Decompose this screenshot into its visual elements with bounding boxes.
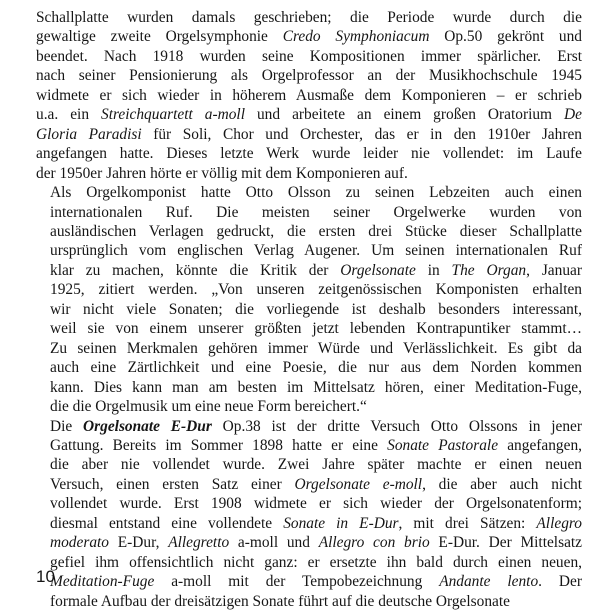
text-run: Op.38 ist der dritte Versuch Otto Olssons in jener bbox=[211, 417, 582, 435]
italic-run: Sonate Pastorale bbox=[387, 436, 499, 454]
text-run: , Januar bbox=[526, 261, 582, 279]
text-run: und arbeitete an einem großen Oratorium bbox=[244, 106, 565, 124]
text-line bbox=[36, 144, 582, 163]
italic-run: De bbox=[564, 106, 582, 124]
page-number: 10 bbox=[36, 567, 55, 586]
paragraph bbox=[36, 8, 582, 183]
italic-run: Allegro bbox=[536, 514, 582, 532]
text-run: E-Dur, bbox=[109, 534, 169, 552]
text-line bbox=[36, 397, 582, 416]
italic-run: Allegro con brio bbox=[318, 534, 430, 552]
italic-run: Allegretto bbox=[168, 534, 230, 552]
text-run: vollendet wurde. Erst 1908 widmete er sich wieder der Orgelsonatenform; bbox=[50, 495, 582, 513]
text-run: auch eine Zärtlichkeit und eine Poesie, die nur aus dem Norden kommen bbox=[50, 359, 582, 377]
text-run: Zu seinen Merkmalen gehören immer Würde und Verlässlichkeit. Es gibt da bbox=[50, 339, 582, 357]
text-line bbox=[36, 164, 582, 183]
text-run: Op.50 gekrönt und bbox=[429, 28, 582, 46]
text-line bbox=[36, 86, 582, 105]
italic-run: Meditation-Fuge bbox=[50, 573, 155, 591]
document-body bbox=[36, 8, 582, 611]
text-line bbox=[36, 319, 582, 338]
text-line bbox=[36, 339, 582, 358]
text-line bbox=[36, 553, 582, 572]
text-run: ursprünglich vom englischen Verlag Augener. Um seinen internationalen Ruf bbox=[50, 242, 582, 260]
text-line bbox=[36, 280, 582, 299]
text-run: widmete er sich wieder in höherem Ausmaße dem Komponieren – er schrieb bbox=[36, 86, 582, 104]
text-line bbox=[36, 592, 582, 611]
text-run: in bbox=[415, 261, 452, 279]
text-line bbox=[36, 8, 582, 27]
text-run: kann. Dies kann man am besten im Mittelsatz hören, einer Meditation-Fuge, bbox=[50, 378, 582, 396]
paragraph bbox=[36, 417, 582, 611]
paragraph bbox=[36, 183, 582, 416]
text-line bbox=[36, 436, 582, 455]
text-run: gefiel ihm offensichtlich nicht ganz: er ersetzte ihn bald durch einen neuen, bbox=[50, 553, 582, 571]
text-run: weil sie von einem unserer größten jetzt lebenden Kontrapuntiker stammt… bbox=[50, 320, 582, 338]
text-run: Die bbox=[50, 417, 84, 435]
bold-italic-run: Orgelsonate E-Dur bbox=[83, 417, 212, 435]
italic-run: Credo Symphoniacum bbox=[282, 28, 430, 46]
text-run: internationalen Ruf. Die meisten seiner Orgelwerke wurden von bbox=[50, 203, 582, 221]
text-line bbox=[36, 105, 582, 124]
text-run: für Soli, Chor und Orchester, das er in den 1910er Jahren bbox=[141, 125, 582, 143]
italic-run: Gloria Paradisi bbox=[36, 125, 142, 143]
italic-run: The Organ bbox=[451, 261, 527, 279]
text-line bbox=[36, 183, 582, 202]
text-line bbox=[36, 47, 582, 66]
text-run: angefangen, bbox=[498, 436, 582, 454]
text-line bbox=[36, 572, 582, 591]
text-line bbox=[36, 358, 582, 377]
italic-run: moderato bbox=[50, 534, 109, 552]
text-run: . Der bbox=[538, 573, 582, 591]
text-run: klar zu machen, könnte die Kritik der bbox=[50, 261, 341, 279]
text-run: Schallplatte wurden damals geschrieben; die Periode wurde durch die bbox=[36, 9, 582, 26]
text-run: die die Orgelmusik um eine neue Form bereichert.“ bbox=[50, 398, 367, 416]
text-run: , mit drei Sätzen: bbox=[398, 514, 537, 532]
text-line bbox=[36, 417, 582, 436]
text-run: der 1950er Jahren hörte er völlig mit dem Komponieren auf. bbox=[36, 164, 408, 182]
text-line bbox=[36, 222, 582, 241]
italic-run: Andante lento bbox=[439, 573, 539, 591]
text-run: Versuch, einen ersten Satz einer bbox=[50, 475, 295, 493]
text-run: angefangen hatte. Dieses letzte Werk wurde leider nie vollendet: im Laufe bbox=[36, 145, 582, 163]
text-run: a-moll mit der Tempobezeichnung bbox=[154, 573, 440, 591]
text-run: a-moll und bbox=[229, 534, 319, 552]
text-line bbox=[36, 514, 582, 533]
text-run: ausländischen Verlagen gedruckt, die ersten drei Stücke dieser Schallplatte bbox=[50, 222, 582, 240]
text-line bbox=[36, 261, 582, 280]
text-line bbox=[36, 475, 582, 494]
text-run: formale Aufbau der dreisätzigen Sonate führt auf die deutsche Orgelsonate bbox=[50, 592, 510, 610]
text-line bbox=[36, 455, 582, 474]
text-line bbox=[36, 27, 582, 46]
text-line bbox=[36, 378, 582, 397]
text-line bbox=[36, 125, 582, 144]
text-run: , die aber auch nicht bbox=[422, 475, 583, 493]
text-run: Als Orgelkomponist hatte Otto Olsson zu seinen Lebzeiten auch einen bbox=[50, 184, 582, 202]
italic-run: Orgelsonate bbox=[340, 261, 416, 279]
text-run: E-Dur. Der Mittelsatz bbox=[429, 534, 583, 552]
italic-run: Streichquartett a-moll bbox=[101, 106, 245, 124]
text-run: wir nicht viele Sonaten; die vorliegende ist deshalb besonders interessant, bbox=[50, 300, 582, 318]
text-line bbox=[36, 241, 582, 260]
text-run: diesmal entstand eine vollendete bbox=[50, 514, 284, 532]
text-line bbox=[36, 66, 582, 85]
text-run: u.a. ein bbox=[36, 106, 102, 124]
text-run: gewaltige zweite Orgelsymphonie bbox=[36, 28, 283, 46]
text-line bbox=[36, 300, 582, 319]
text-run: Gattung. Bereits im Sommer 1898 hatte er eine bbox=[50, 436, 388, 454]
text-run: beendet. Nach 1918 wurden seine Kompositionen immer spärlicher. Erst bbox=[36, 47, 582, 65]
text-line bbox=[36, 203, 582, 222]
italic-run: Orgelsonate e-moll bbox=[294, 475, 423, 493]
work-title bbox=[83, 418, 212, 435]
text-run: nach seiner Pensionierung als Orgelprofessor an der Musikhochschule 1945 bbox=[36, 67, 582, 85]
italic-run: Sonate in E-Dur bbox=[283, 514, 399, 532]
text-run: die aber nie vollendet wurde. Zwei Jahre später machte er einen neuen bbox=[50, 456, 582, 474]
text-run: 1925, zitiert werden. „Von unseren zeitgenössischen Komponisten erhalten bbox=[50, 281, 582, 299]
text-line bbox=[36, 494, 582, 513]
text-line bbox=[36, 533, 582, 552]
